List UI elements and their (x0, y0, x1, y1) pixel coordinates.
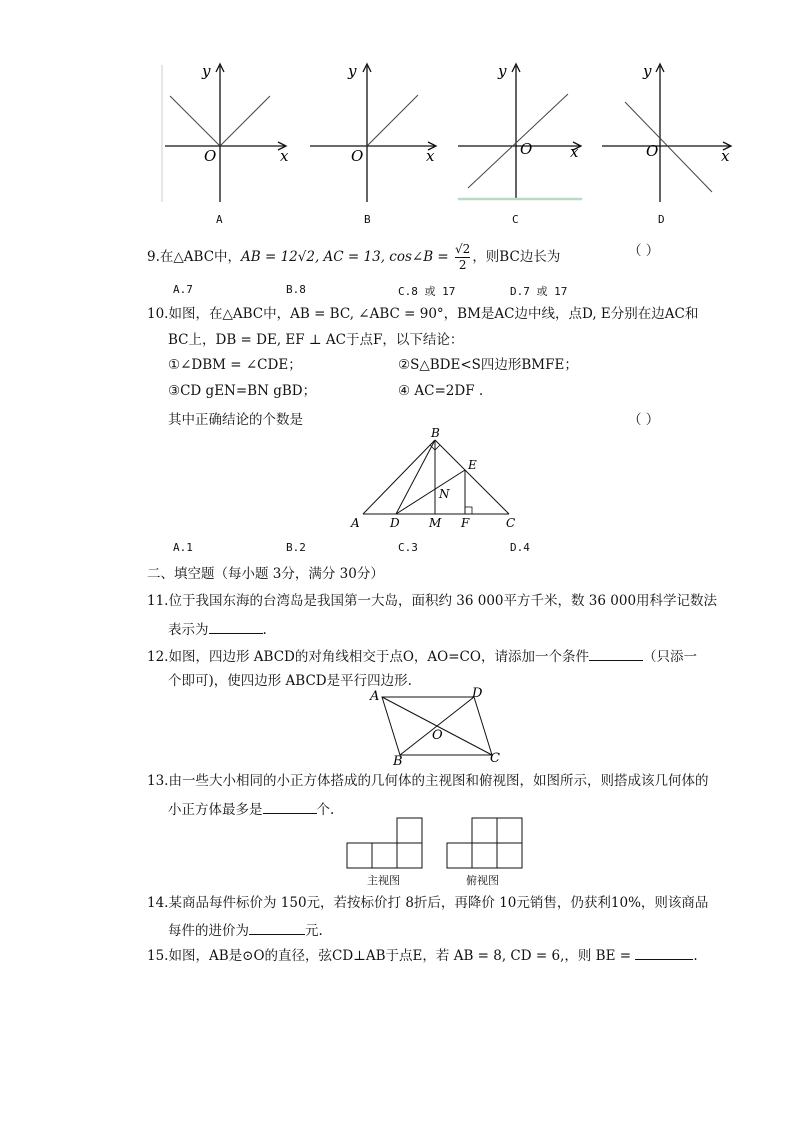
q10-conclusion-4: ④ AC=2DF . (398, 383, 484, 399)
q14-answer-blank[interactable] (249, 920, 305, 935)
graph-d (602, 62, 731, 202)
q9-option-c: C.8 或 17 (398, 285, 456, 298)
label-n: N (439, 487, 450, 501)
axis-y-label: y (643, 62, 652, 80)
q9-option-a: A.7 (173, 283, 193, 296)
q10-conclusion-1: ①∠DBM = ∠CDE； (168, 357, 302, 373)
q13-line1: 13.由一些大小相同的小正方体搭成的几何体的主视图和俯视图，如图所示，则搭成该几何体的 (147, 773, 709, 789)
axis-x-label: x (426, 147, 435, 165)
q13-answer-blank[interactable] (263, 799, 317, 814)
q11-answer-blank[interactable] (209, 619, 263, 634)
front-view-label: 主视图 (367, 874, 400, 887)
q10-line2: BC上，DB = DE, EF ⊥ AC于点F，以下结论： (168, 332, 464, 348)
axis-x-label: x (280, 147, 289, 165)
q13-line2: 小正方体最多是 个. (168, 799, 334, 819)
label-b: B (431, 426, 440, 440)
q12-line2: 个即可)，使四边形 ABCD是平行四边形. (168, 673, 412, 689)
q10-option-c: C.3 (398, 541, 418, 554)
q9-option-b: B.8 (286, 283, 306, 296)
q10-conclusion-3: ③CD gEN=BN gBD； (168, 383, 317, 399)
q11-line1: 11.位于我国东海的台湾岛是我国第一大岛，面积约 36 000平方千米，数 36 000用科学记数法 (147, 593, 718, 609)
section-heading: 二、填空题（每小题 3分，满分 30分） (147, 566, 384, 582)
graph-d-label: D (658, 213, 665, 226)
label-o: O (432, 728, 443, 743)
label-c: C (490, 751, 500, 766)
q10-question: 其中正确结论的个数是 (168, 412, 303, 428)
axis-x-label: x (721, 147, 730, 165)
graph-c-label: C (512, 213, 519, 226)
label-d: D (472, 686, 483, 701)
axis-y-label: y (202, 62, 211, 80)
label-c: C (506, 516, 516, 530)
q10-option-b: B.2 (286, 541, 306, 554)
origin-label: O (204, 147, 217, 165)
graph-a (162, 62, 289, 202)
front-view-grid (347, 818, 422, 868)
q9-option-d: D.7 或 17 (510, 285, 568, 298)
axis-x-label: x (570, 143, 579, 161)
q10-option-a: A.1 (173, 541, 193, 554)
axis-y-label: y (348, 62, 357, 80)
q10-conclusion-2: ②S△BDE<S四边形BMFE； (398, 357, 578, 373)
graph-b (310, 62, 436, 202)
label-d: D (390, 516, 400, 530)
q15-answer-blank[interactable] (635, 945, 693, 960)
origin-label: O (520, 140, 533, 158)
q12-parallelogram-figure (362, 685, 512, 767)
q12-line1: 12.如图，四边形 ABCD的对角线相交于点O，AO=CO，请添加一个条件 （只添一 (147, 646, 697, 666)
graph-options (150, 60, 750, 210)
q13-view-figures (345, 815, 525, 871)
label-b: B (393, 754, 403, 767)
q10-answer-bracket: （ ） (628, 412, 660, 428)
graph-c (458, 62, 582, 199)
graph-a-label: A (216, 213, 223, 226)
label-a: A (370, 689, 380, 704)
label-e: E (468, 458, 477, 472)
top-view-label: 俯视图 (466, 874, 499, 887)
q10-option-d: D.4 (510, 541, 530, 554)
q9-stem: 9.在△ABC中，AB = 12√2, AC = 13, cos∠B = $\frac{√2}{2}$ ，则BC边长为 (147, 242, 561, 272)
label-a: A (351, 516, 360, 530)
origin-label: O (351, 147, 364, 165)
label-m: M (429, 516, 442, 530)
origin-label: O (646, 142, 659, 160)
graph-b-label: B (364, 213, 371, 226)
q11-line2: 表示为 . (168, 619, 267, 639)
label-f: F (461, 516, 470, 530)
q9-answer-bracket: （ ） (628, 243, 660, 259)
q10-line1: 10.如图，在△ABC中，AB = BC, ∠ABC = 90°，BM是AC边中线，点D, E分别在边AC和 (147, 306, 699, 322)
q12-answer-blank[interactable] (589, 646, 643, 661)
q14-line2: 每件的进价为 元. (168, 920, 323, 940)
q10-triangle-figure (345, 424, 535, 536)
axis-y-label: y (498, 62, 507, 80)
q15-line: 15.如图，AB是⊙O的直径，弦CD⊥AB于点E，若 AB = 8, CD = 6,，则 BE = . (147, 945, 698, 965)
top-view-grid (447, 818, 522, 868)
q14-line1: 14.某商品每件标价为 150元，若按标价打 8折后，再降价 10元销售，仍获利10%，则该商品 (147, 895, 709, 911)
